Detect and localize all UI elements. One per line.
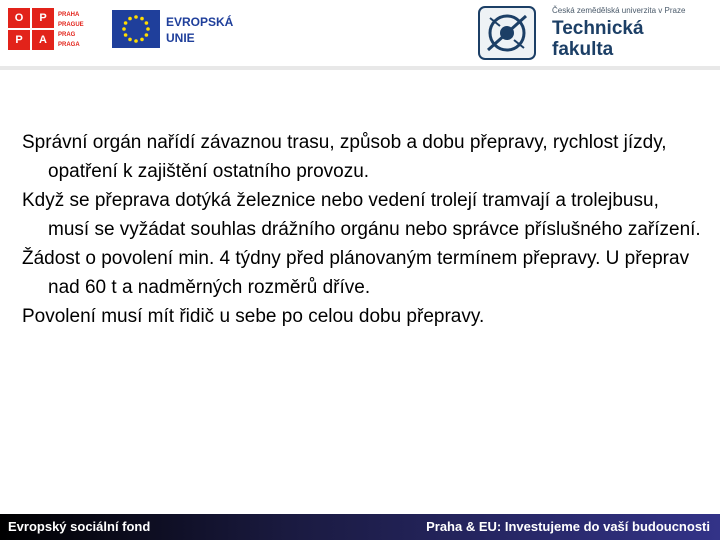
eu-logo: [112, 8, 242, 52]
slide-content: [22, 128, 702, 331]
paragraph: Žádost o povolení min. 4 týdny před plánovaným termínem přepravy. U přeprav nad 60 t a nadměrných rozměrů dříve.: [22, 248, 690, 298]
paragraph: Když se přeprava dotýká železnice nebo vedení trolejí tramvají a trolejbusu, musí se vyžádat souhlas drážního orgánu nebo správce příslušného zařízení.: [22, 190, 701, 240]
faculty-title-line1: Technická: [552, 18, 644, 39]
opp-word: PRAG: [58, 32, 76, 38]
eu-line2: UNIE: [166, 31, 195, 45]
opp-letter-o: O: [8, 8, 30, 28]
opp-letter-p2: P: [8, 30, 30, 50]
header-divider: [0, 66, 720, 70]
paragraph: Povolení musí mít řidič u sebe po celou dobu přepravy.: [22, 306, 485, 327]
footer-left-text: Evropský sociální fond: [8, 519, 151, 534]
faculty-logo: [472, 2, 720, 64]
opp-word: PRAGA: [58, 42, 80, 48]
faculty-title-line2: fakulta: [552, 39, 614, 60]
eu-flag-icon: [112, 10, 160, 48]
opp-letter-a: A: [32, 30, 54, 50]
footer-right-text: Praha & EU: Investujeme do vaší budoucnosti: [426, 519, 710, 534]
paragraph: Správní orgán nařídí závaznou trasu, způsob a dobu přepravy, rychlost jízdy, opatření k zajištění ostatního provozu.: [22, 132, 667, 182]
eu-logo-text: [166, 14, 233, 46]
opp-letter-p1: P: [32, 8, 54, 28]
opp-city-words: [58, 10, 84, 50]
footer-bar: [0, 514, 720, 540]
opp-logo: [8, 8, 100, 52]
opp-word: PRAHA: [58, 12, 80, 18]
footer: [0, 504, 720, 540]
header: [0, 0, 720, 70]
eu-line1: EVROPSKÁ: [166, 15, 234, 29]
university-name: Česká zemědělská univerzita v Praze: [552, 6, 686, 15]
faculty-title: [552, 18, 644, 60]
opp-word: PRAGUE: [58, 22, 84, 28]
faculty-emblem-icon: [478, 6, 536, 60]
